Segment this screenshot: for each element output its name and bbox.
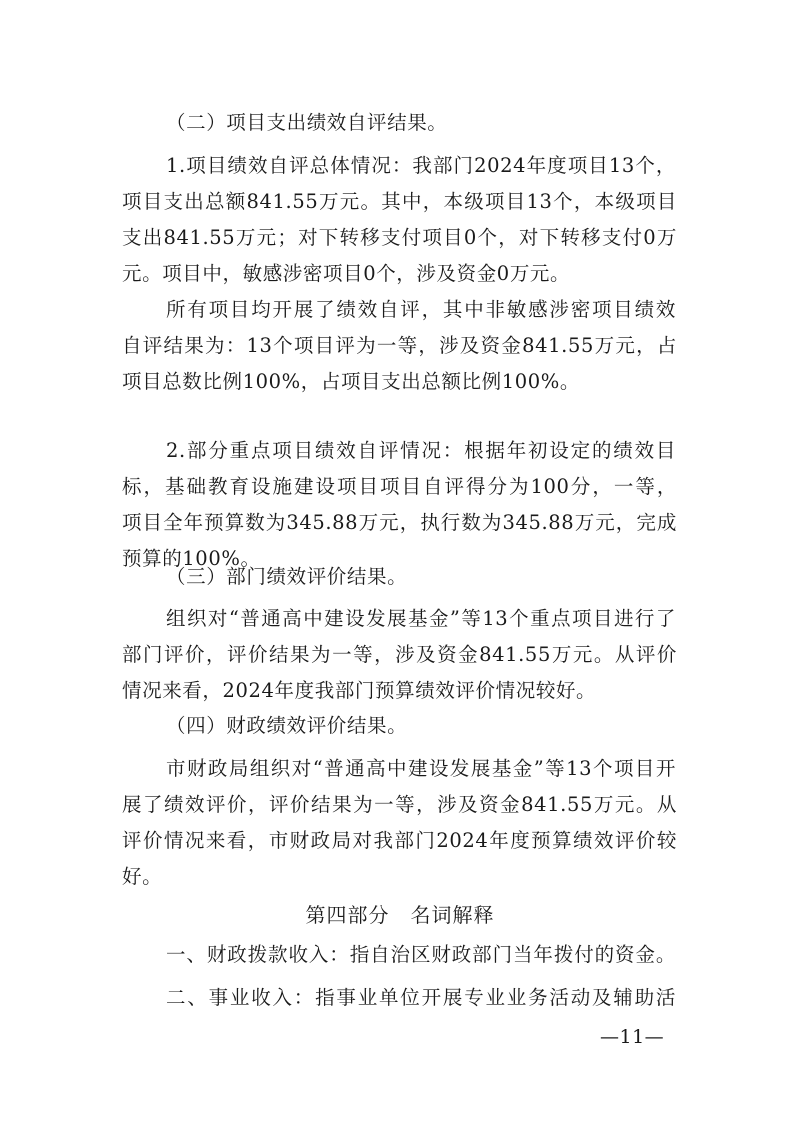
results-line: 所有项目均开展了绩效自评，其中非敏感涉密项目绩效: [166, 298, 676, 321]
overview-line: 项目支出总额841.55万元。其中，本级项目13个，本级项目: [122, 190, 677, 213]
key-project-line: 项目全年预算数为345.88万元，执行数为345.88万元，完成: [122, 511, 677, 534]
key-project-line: 预算的100%。: [122, 547, 261, 570]
key-project-line: 2.部分重点项目绩效自评情况：根据年初设定的绩效目: [166, 439, 676, 462]
dept-eval-line: 情况来看，2024年度我部门预算绩效评价情况较好。: [122, 679, 597, 702]
overview-line: 元。项目中，敏感涉密项目0个，涉及资金0万元。: [122, 262, 571, 285]
finance-eval-line: 展了绩效评价，评价结果为一等，涉及资金841.55万元。从: [122, 793, 677, 816]
section-3-heading: （三）部门绩效评价结果。: [166, 565, 408, 588]
dept-eval-line: 组织对“普通高中建设发展基金”等13个重点项目进行了: [166, 607, 676, 630]
overview-line: 支出841.55万元；对下转移支付项目0个，对下转移支付0万: [122, 226, 677, 249]
finance-eval-line: 市财政局组织对“普通高中建设发展基金”等13个项目开: [166, 757, 676, 780]
glossary-line: 二、事业收入：指事业单位开展专业业务活动及辅助活: [166, 986, 676, 1009]
overview-line: 1.项目绩效自评总体情况：我部门2024年度项目13个，: [166, 154, 676, 177]
section-4-heading: （四）财政绩效评价结果。: [166, 714, 408, 737]
finance-eval-line: 评价情况来看，市财政局对我部门2024年度预算绩效评价较: [122, 829, 677, 852]
part-4-heading: 第四部分 名词解释: [305, 903, 495, 927]
results-line: 项目总数比例100%，占项目支出总额比例100%。: [122, 370, 580, 393]
finance-eval-line: 好。: [122, 865, 163, 888]
key-project-line: 标，基础教育设施建设项目项目自评得分为100分，一等，: [122, 475, 677, 498]
page-number: —11—: [600, 1026, 665, 1048]
glossary-line: 一、财政拨款收入：指自治区财政部门当年拨付的资金。: [166, 943, 676, 966]
dept-eval-line: 部门评价，评价结果为一等，涉及资金841.55万元。从评价: [122, 643, 677, 666]
section-2-heading: （二）项目支出绩效自评结果。: [166, 111, 448, 134]
results-line: 自评结果为：13个项目评为一等，涉及资金841.55万元，占: [122, 334, 677, 357]
